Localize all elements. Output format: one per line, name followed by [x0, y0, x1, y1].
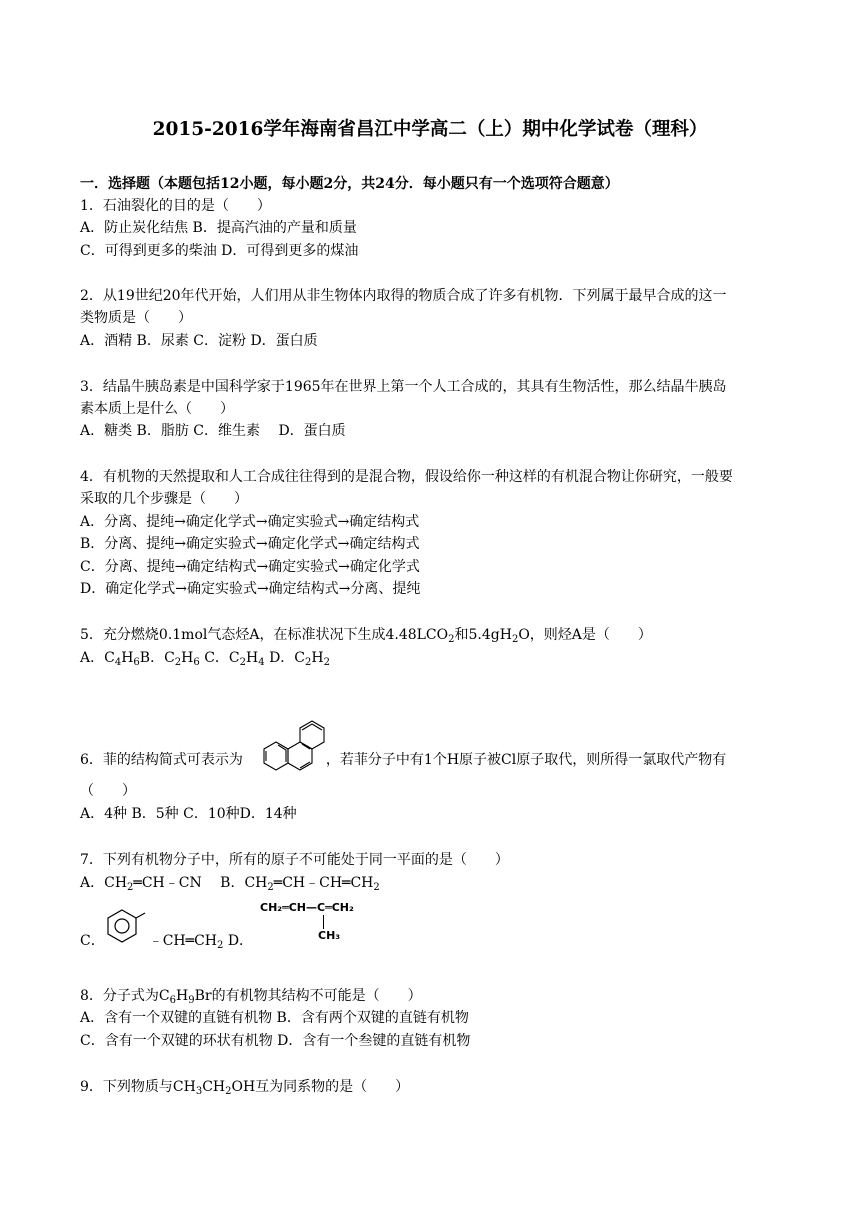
q7-stem: 7．下列有机物分子中，所有的原子不可能处于同一平面的是（ ） [80, 852, 509, 868]
q8-options-line2: C．含有一个双键的环状有机物 D．含有一个叁键的直链有机物 [80, 1033, 471, 1049]
q4-option-b: B．分离、提纯→确定实验式→确定化学式→确定结构式 [80, 536, 420, 552]
q4-option-d: D．确定化学式→确定实验式→确定结构式→分离、提纯 [80, 581, 421, 597]
q6-options: A．4种 B．5种 C．10种D．14种 [80, 806, 297, 822]
isoprene-bond-line [323, 915, 324, 929]
q3-stem-line2: 素本质上是什么（ ） [80, 401, 234, 417]
isoprene-structure [260, 901, 354, 942]
q1-options-line2: C．可得到更多的柴油 D．可得到更多的煤油 [80, 243, 359, 259]
q6-stem-line1: 6．菲的结构简式可表示为 ，若菲分子中有1个H原子被Cl原子取代，则所得一氯取代产物有 [80, 752, 727, 768]
q3-stem-line1: 3．结晶牛胰岛素是中国科学家于1965年在世界上第一个人工合成的，其具有生物活性，那么结晶牛胰岛 [80, 379, 727, 395]
q4-stem-line2: 采取的几个步骤是（ ） [80, 491, 248, 507]
q5-options: A．$C_4H_6B$．$C_2H_6$ C．$C_2H_4$ D．$C_2H_2$ [80, 650, 330, 668]
isoprene-main-chain: CH₂═CH—C═CH₂ [260, 901, 354, 914]
q4-option-a: A．分离、提纯→确定化学式→确定实验式→确定结构式 [80, 514, 420, 530]
q1-stem: 1．石油裂化的目的是（ ） [80, 198, 271, 214]
exam-title: 2015-2016学年海南省昌江中学高二（上）期中化学试卷（理科） [152, 119, 708, 140]
q2-stem-line2: 类物质是（ ） [80, 310, 192, 326]
q8-stem: 8．分子式为$C_6H_9Br$的有机物其结构不可能是（ ） [80, 988, 422, 1006]
isoprene-methyl: CH₃ [318, 929, 341, 942]
q7-options-cd: C． $﹣CH═CH_2$ D． [80, 933, 254, 951]
q9-stem: 9．下列物质与$CH_3CH_2OH$互为同系物的是（ ） [80, 1079, 410, 1097]
q2-options: A．酒精 B．尿素 C．淀粉 D．蛋白质 [80, 333, 318, 349]
q1-options-line1: A．防止炭化结焦 B．提高汽油的产量和质量 [80, 220, 357, 236]
q3-options: A．糖类 B．脂肪 C．维生素 D．蛋白质 [80, 423, 346, 439]
q4-stem-line1: 4．有机物的天然提取和人工合成往往得到的是混合物，假设给你一种这样的有机混合物让你研究，一般要 [80, 469, 733, 485]
q2-stem-line1: 2．从19世纪20年代开始，人们用从非生物体内取得的物质合成了许多有机物．下列属于最早合成的这一 [80, 288, 727, 304]
q6-stem-line2: （ ） [80, 783, 136, 799]
q7-options-ab: A．$CH_2═CH﹣CN$ B．$CH_2═CH﹣CH═CH_2$ [80, 875, 380, 893]
section-heading: 一．选择题（本题包括12小题，每小题2分，共24分．每小题只有一个选项符合题意） [80, 176, 619, 192]
q5-stem: 5．充分燃烧0.1mol气态烃A，在标准状况下生成$4.48LCO_2$和$5.4gH_2O$，则烃A是（ ） [80, 627, 652, 645]
q8-options-line1: A．含有一个双键的直链有机物 B．含有两个双键的直链有机物 [80, 1010, 469, 1026]
q4-option-c: C．分离、提纯→确定结构式→确定实验式→确定化学式 [80, 559, 420, 575]
